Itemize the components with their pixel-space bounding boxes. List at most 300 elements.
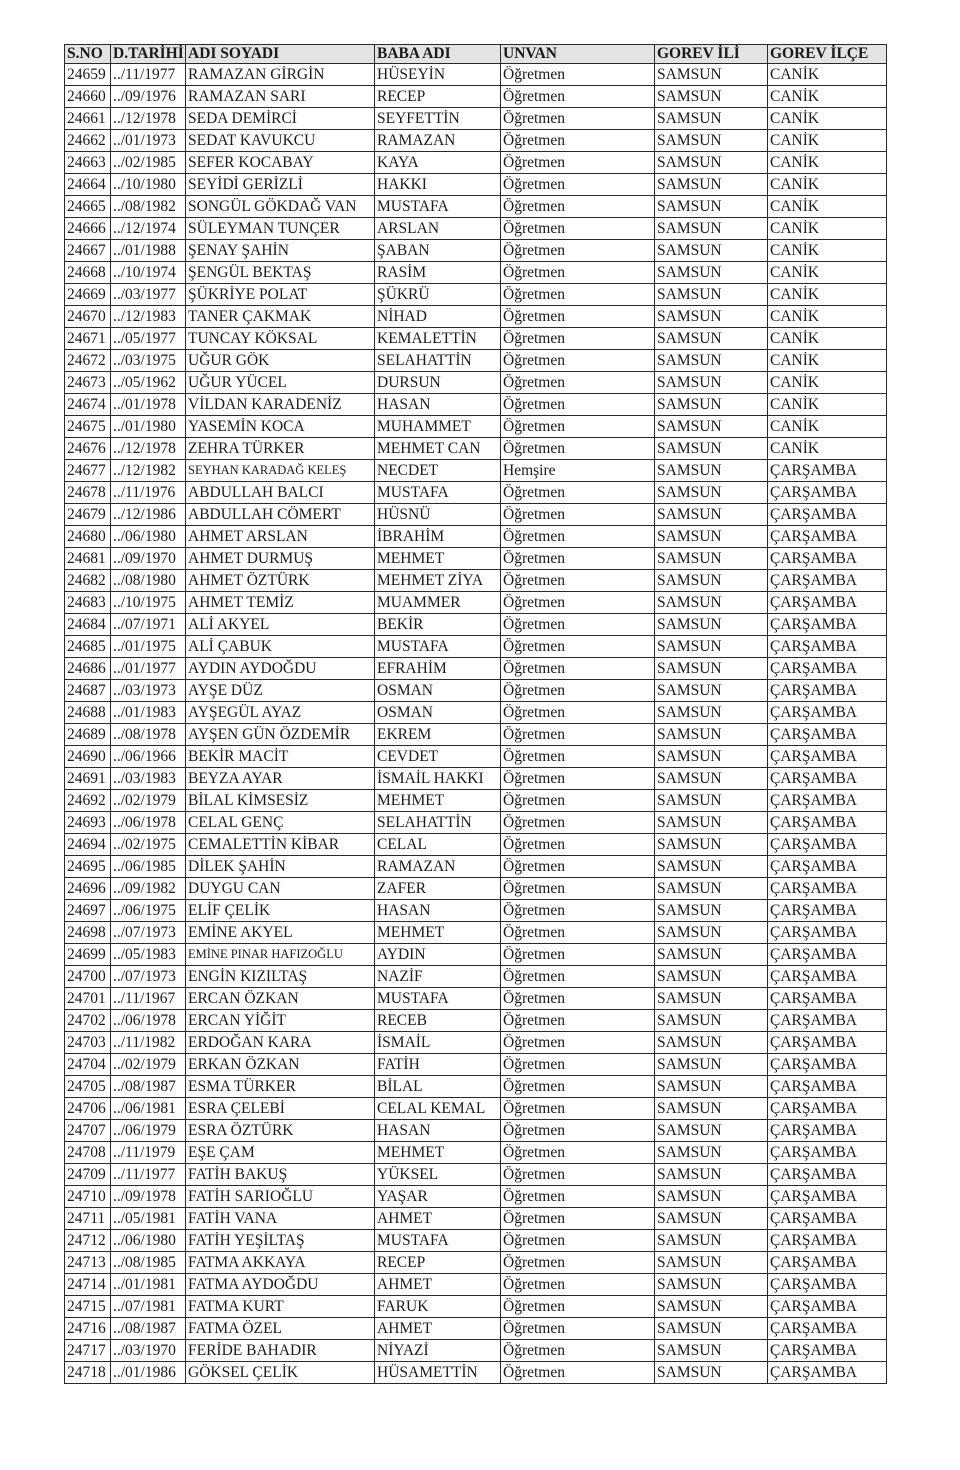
full-name-cell: RAMAZAN SARI — [186, 86, 375, 108]
title-cell: Öğretmen — [501, 856, 655, 878]
father-name-cell: HASAN — [375, 1120, 501, 1142]
title-cell: Öğretmen — [501, 262, 655, 284]
table-row — [65, 1032, 887, 1054]
father-name-cell: İBRAHİM — [375, 526, 501, 548]
full-name-cell: FATİH YEŞİLTAŞ — [186, 1230, 375, 1252]
father-name-cell: RECEP — [375, 1252, 501, 1274]
district-cell: ÇARŞAMBA — [768, 768, 887, 790]
full-name-cell: SONGÜL GÖKDAĞ VAN — [186, 196, 375, 218]
full-name-cell: ŞÜKRİYE POLAT — [186, 284, 375, 306]
title-cell: Öğretmen — [501, 1010, 655, 1032]
sno-cell: 24680 — [65, 526, 111, 548]
father-name-cell: İSMAİL HAKKI — [375, 768, 501, 790]
title-cell: Öğretmen — [501, 482, 655, 504]
table-row — [65, 922, 887, 944]
full-name-cell: ABDULLAH CÖMERT — [186, 504, 375, 526]
full-name-cell: EŞE ÇAM — [186, 1142, 375, 1164]
table-row — [65, 438, 887, 460]
birth-date-cell: ../11/1982 — [111, 1032, 186, 1054]
province-cell: SAMSUN — [655, 1120, 768, 1142]
sno-cell: 24701 — [65, 988, 111, 1010]
birth-date-cell: ../06/1975 — [111, 900, 186, 922]
district-cell: ÇARŞAMBA — [768, 636, 887, 658]
father-name-cell: EKREM — [375, 724, 501, 746]
full-name-cell: ŞENAY ŞAHİN — [186, 240, 375, 262]
title-cell: Öğretmen — [501, 438, 655, 460]
father-name-cell: MEHMET — [375, 1142, 501, 1164]
father-name-cell: MEHMET — [375, 548, 501, 570]
table-row — [65, 944, 887, 966]
district-cell: ÇARŞAMBA — [768, 1362, 887, 1384]
title-cell: Öğretmen — [501, 1252, 655, 1274]
father-name-cell: HÜSEYİN — [375, 64, 501, 86]
table-row — [65, 1208, 887, 1230]
title-cell: Öğretmen — [501, 350, 655, 372]
table-row — [65, 1164, 887, 1186]
title-cell: Öğretmen — [501, 526, 655, 548]
province-cell: SAMSUN — [655, 394, 768, 416]
district-cell: ÇARŞAMBA — [768, 1274, 887, 1296]
full-name-cell: EMİNE PINAR HAFIZOĞLU — [186, 944, 375, 966]
table-body — [65, 64, 887, 1384]
table-row — [65, 394, 887, 416]
birth-date-cell: ../08/1987 — [111, 1318, 186, 1340]
table-row — [65, 262, 887, 284]
district-cell: CANİK — [768, 64, 887, 86]
birth-date-cell: ../11/1976 — [111, 482, 186, 504]
province-cell: SAMSUN — [655, 570, 768, 592]
table-row — [65, 482, 887, 504]
birth-date-cell: ../06/1966 — [111, 746, 186, 768]
sno-cell: 24696 — [65, 878, 111, 900]
sno-cell: 24687 — [65, 680, 111, 702]
father-name-cell: HASAN — [375, 394, 501, 416]
sno-cell: 24692 — [65, 790, 111, 812]
father-name-cell: NİHAD — [375, 306, 501, 328]
province-cell: SAMSUN — [655, 988, 768, 1010]
province-cell: SAMSUN — [655, 1054, 768, 1076]
birth-date-cell: ../10/1975 — [111, 592, 186, 614]
sno-cell: 24664 — [65, 174, 111, 196]
province-cell: SAMSUN — [655, 1362, 768, 1384]
birth-date-cell: ../06/1981 — [111, 1098, 186, 1120]
sno-cell: 24688 — [65, 702, 111, 724]
title-cell: Öğretmen — [501, 1142, 655, 1164]
title-cell: Öğretmen — [501, 1318, 655, 1340]
father-name-cell: CELAL — [375, 834, 501, 856]
sno-cell: 24707 — [65, 1120, 111, 1142]
title-cell: Öğretmen — [501, 570, 655, 592]
birth-date-cell: ../05/1962 — [111, 372, 186, 394]
sno-cell: 24709 — [65, 1164, 111, 1186]
title-cell: Öğretmen — [501, 988, 655, 1010]
province-cell: SAMSUN — [655, 1032, 768, 1054]
full-name-cell: ENGİN KIZILTAŞ — [186, 966, 375, 988]
birth-date-cell: ../06/1978 — [111, 812, 186, 834]
province-cell: SAMSUN — [655, 1318, 768, 1340]
father-name-cell: RECEB — [375, 1010, 501, 1032]
full-name-cell: ERKAN ÖZKAN — [186, 1054, 375, 1076]
title-cell: Öğretmen — [501, 834, 655, 856]
sno-cell: 24659 — [65, 64, 111, 86]
province-cell: SAMSUN — [655, 966, 768, 988]
sno-cell: 24689 — [65, 724, 111, 746]
district-cell: CANİK — [768, 196, 887, 218]
sno-cell: 24716 — [65, 1318, 111, 1340]
header-full-name: ADI SOYADI — [186, 45, 375, 64]
full-name-cell: AYDIN AYDOĞDU — [186, 658, 375, 680]
birth-date-cell: ../12/1978 — [111, 108, 186, 130]
sno-cell: 24686 — [65, 658, 111, 680]
birth-date-cell: ../09/1978 — [111, 1186, 186, 1208]
father-name-cell: AHMET — [375, 1208, 501, 1230]
title-cell: Öğretmen — [501, 1076, 655, 1098]
sno-cell: 24663 — [65, 152, 111, 174]
sno-cell: 24665 — [65, 196, 111, 218]
full-name-cell: ESMA TÜRKER — [186, 1076, 375, 1098]
birth-date-cell: ../09/1976 — [111, 86, 186, 108]
full-name-cell: SEYHAN KARADAĞ KELEŞ — [186, 460, 375, 482]
table-row — [65, 1340, 887, 1362]
district-cell: ÇARŞAMBA — [768, 944, 887, 966]
table-row — [65, 306, 887, 328]
sno-cell: 24693 — [65, 812, 111, 834]
personnel-table — [64, 44, 887, 1384]
district-cell: CANİK — [768, 350, 887, 372]
sno-cell: 24690 — [65, 746, 111, 768]
birth-date-cell: ../02/1985 — [111, 152, 186, 174]
province-cell: SAMSUN — [655, 1274, 768, 1296]
table-row — [65, 1054, 887, 1076]
title-cell: Öğretmen — [501, 790, 655, 812]
title-cell: Öğretmen — [501, 64, 655, 86]
title-cell: Öğretmen — [501, 240, 655, 262]
full-name-cell: FATMA ÖZEL — [186, 1318, 375, 1340]
district-cell: CANİK — [768, 152, 887, 174]
birth-date-cell: ../03/1975 — [111, 350, 186, 372]
district-cell: ÇARŞAMBA — [768, 1142, 887, 1164]
table-row — [65, 548, 887, 570]
father-name-cell: MUAMMER — [375, 592, 501, 614]
father-name-cell: MEHMET CAN — [375, 438, 501, 460]
father-name-cell: FARUK — [375, 1296, 501, 1318]
full-name-cell: ERDOĞAN KARA — [186, 1032, 375, 1054]
district-cell: CANİK — [768, 372, 887, 394]
father-name-cell: MUSTAFA — [375, 482, 501, 504]
title-cell: Öğretmen — [501, 768, 655, 790]
full-name-cell: CELAL GENÇ — [186, 812, 375, 834]
birth-date-cell: ../01/1977 — [111, 658, 186, 680]
province-cell: SAMSUN — [655, 130, 768, 152]
full-name-cell: ŞENGÜL BEKTAŞ — [186, 262, 375, 284]
table-row — [65, 196, 887, 218]
province-cell: SAMSUN — [655, 1098, 768, 1120]
table-row — [65, 240, 887, 262]
province-cell: SAMSUN — [655, 328, 768, 350]
header-birth-date: D.TARİHİ — [111, 45, 186, 64]
table-row — [65, 790, 887, 812]
title-cell: Öğretmen — [501, 636, 655, 658]
sno-cell: 24702 — [65, 1010, 111, 1032]
sno-cell: 24705 — [65, 1076, 111, 1098]
province-cell: SAMSUN — [655, 372, 768, 394]
sno-cell: 24694 — [65, 834, 111, 856]
title-cell: Öğretmen — [501, 1208, 655, 1230]
province-cell: SAMSUN — [655, 504, 768, 526]
province-cell: SAMSUN — [655, 1340, 768, 1362]
father-name-cell: KEMALETTİN — [375, 328, 501, 350]
district-cell: ÇARŞAMBA — [768, 460, 887, 482]
district-cell: CANİK — [768, 130, 887, 152]
district-cell: ÇARŞAMBA — [768, 526, 887, 548]
table-row — [65, 1186, 887, 1208]
birth-date-cell: ../06/1978 — [111, 1010, 186, 1032]
title-cell: Öğretmen — [501, 1120, 655, 1142]
full-name-cell: BEYZA AYAR — [186, 768, 375, 790]
birth-date-cell: ../05/1981 — [111, 1208, 186, 1230]
district-cell: CANİK — [768, 416, 887, 438]
province-cell: SAMSUN — [655, 790, 768, 812]
sno-cell: 24712 — [65, 1230, 111, 1252]
sno-cell: 24715 — [65, 1296, 111, 1318]
sno-cell: 24683 — [65, 592, 111, 614]
province-cell: SAMSUN — [655, 262, 768, 284]
full-name-cell: ALİ AKYEL — [186, 614, 375, 636]
district-cell: ÇARŞAMBA — [768, 592, 887, 614]
table-row — [65, 1098, 887, 1120]
birth-date-cell: ../05/1977 — [111, 328, 186, 350]
full-name-cell: SEYİDİ GERİZLİ — [186, 174, 375, 196]
title-cell: Öğretmen — [501, 724, 655, 746]
province-cell: SAMSUN — [655, 1010, 768, 1032]
father-name-cell: DURSUN — [375, 372, 501, 394]
district-cell: ÇARŞAMBA — [768, 1318, 887, 1340]
province-cell: SAMSUN — [655, 108, 768, 130]
title-cell: Öğretmen — [501, 592, 655, 614]
birth-date-cell: ../07/1973 — [111, 966, 186, 988]
table-row — [65, 1230, 887, 1252]
province-cell: SAMSUN — [655, 284, 768, 306]
father-name-cell: ŞÜKRÜ — [375, 284, 501, 306]
sno-cell: 24675 — [65, 416, 111, 438]
full-name-cell: DUYGU CAN — [186, 878, 375, 900]
full-name-cell: DİLEK ŞAHİN — [186, 856, 375, 878]
district-cell: ÇARŞAMBA — [768, 746, 887, 768]
father-name-cell: HÜSNÜ — [375, 504, 501, 526]
birth-date-cell: ../01/1986 — [111, 1362, 186, 1384]
title-cell: Öğretmen — [501, 548, 655, 570]
sno-cell: 24669 — [65, 284, 111, 306]
table-row — [65, 1010, 887, 1032]
full-name-cell: AYŞEN GÜN ÖZDEMİR — [186, 724, 375, 746]
province-cell: SAMSUN — [655, 152, 768, 174]
title-cell: Öğretmen — [501, 394, 655, 416]
full-name-cell: SEDA DEMİRCİ — [186, 108, 375, 130]
father-name-cell: MEHMET — [375, 790, 501, 812]
province-cell: SAMSUN — [655, 614, 768, 636]
district-cell: ÇARŞAMBA — [768, 1296, 887, 1318]
full-name-cell: ERCAN YİĞİT — [186, 1010, 375, 1032]
full-name-cell: ZEHRA TÜRKER — [186, 438, 375, 460]
birth-date-cell: ../11/1977 — [111, 64, 186, 86]
father-name-cell: CELAL KEMAL — [375, 1098, 501, 1120]
title-cell: Öğretmen — [501, 174, 655, 196]
province-cell: SAMSUN — [655, 922, 768, 944]
table-row — [65, 592, 887, 614]
birth-date-cell: ../02/1979 — [111, 790, 186, 812]
province-cell: SAMSUN — [655, 592, 768, 614]
table-row — [65, 504, 887, 526]
table-row — [65, 966, 887, 988]
full-name-cell: ESRA ÖZTÜRK — [186, 1120, 375, 1142]
district-cell: ÇARŞAMBA — [768, 900, 887, 922]
province-cell: SAMSUN — [655, 1164, 768, 1186]
sno-cell: 24670 — [65, 306, 111, 328]
district-cell: ÇARŞAMBA — [768, 548, 887, 570]
full-name-cell: ELİF ÇELİK — [186, 900, 375, 922]
title-cell: Öğretmen — [501, 1186, 655, 1208]
table-row — [65, 812, 887, 834]
father-name-cell: ZAFER — [375, 878, 501, 900]
father-name-cell: AYDIN — [375, 944, 501, 966]
sno-cell: 24674 — [65, 394, 111, 416]
father-name-cell: HÜSAMETTİN — [375, 1362, 501, 1384]
province-cell: SAMSUN — [655, 86, 768, 108]
father-name-cell: YÜKSEL — [375, 1164, 501, 1186]
district-cell: ÇARŞAMBA — [768, 922, 887, 944]
father-name-cell: MUSTAFA — [375, 1230, 501, 1252]
title-cell: Öğretmen — [501, 1164, 655, 1186]
table-row — [65, 680, 887, 702]
father-name-cell: OSMAN — [375, 702, 501, 724]
birth-date-cell: ../01/1981 — [111, 1274, 186, 1296]
father-name-cell: SELAHATTİN — [375, 350, 501, 372]
sno-cell: 24718 — [65, 1362, 111, 1384]
full-name-cell: SÜLEYMAN TUNÇER — [186, 218, 375, 240]
title-cell: Öğretmen — [501, 372, 655, 394]
title-cell: Öğretmen — [501, 306, 655, 328]
sno-cell: 24679 — [65, 504, 111, 526]
birth-date-cell: ../09/1982 — [111, 878, 186, 900]
district-cell: ÇARŞAMBA — [768, 614, 887, 636]
district-cell: ÇARŞAMBA — [768, 988, 887, 1010]
header-title: UNVAN — [501, 45, 655, 64]
title-cell: Öğretmen — [501, 944, 655, 966]
title-cell: Öğretmen — [501, 1296, 655, 1318]
sno-cell: 24711 — [65, 1208, 111, 1230]
table-row — [65, 834, 887, 856]
birth-date-cell: ../06/1980 — [111, 1230, 186, 1252]
birth-date-cell: ../10/1980 — [111, 174, 186, 196]
province-cell: SAMSUN — [655, 702, 768, 724]
father-name-cell: MUHAMMET — [375, 416, 501, 438]
father-name-cell: FATİH — [375, 1054, 501, 1076]
district-cell: CANİK — [768, 284, 887, 306]
table-row — [65, 416, 887, 438]
birth-date-cell: ../11/1979 — [111, 1142, 186, 1164]
table-row — [65, 614, 887, 636]
title-cell: Öğretmen — [501, 196, 655, 218]
father-name-cell: NİYAZİ — [375, 1340, 501, 1362]
full-name-cell: SEDAT KAVUKCU — [186, 130, 375, 152]
province-cell: SAMSUN — [655, 636, 768, 658]
father-name-cell: MUSTAFA — [375, 636, 501, 658]
sno-cell: 24666 — [65, 218, 111, 240]
title-cell: Öğretmen — [501, 504, 655, 526]
table-row — [65, 64, 887, 86]
birth-date-cell: ../12/1983 — [111, 306, 186, 328]
sno-cell: 24710 — [65, 1186, 111, 1208]
birth-date-cell: ../08/1978 — [111, 724, 186, 746]
province-cell: SAMSUN — [655, 526, 768, 548]
sno-cell: 24700 — [65, 966, 111, 988]
table-row — [65, 1362, 887, 1384]
district-cell: ÇARŞAMBA — [768, 1252, 887, 1274]
province-cell: SAMSUN — [655, 240, 768, 262]
district-cell: CANİK — [768, 394, 887, 416]
title-cell: Öğretmen — [501, 1098, 655, 1120]
sno-cell: 24676 — [65, 438, 111, 460]
title-cell: Öğretmen — [501, 922, 655, 944]
title-cell: Öğretmen — [501, 328, 655, 350]
province-cell: SAMSUN — [655, 834, 768, 856]
father-name-cell: NAZİF — [375, 966, 501, 988]
full-name-cell: EMİNE AKYEL — [186, 922, 375, 944]
sno-cell: 24714 — [65, 1274, 111, 1296]
district-cell: ÇARŞAMBA — [768, 1032, 887, 1054]
sno-cell: 24681 — [65, 548, 111, 570]
sno-cell: 24699 — [65, 944, 111, 966]
full-name-cell: AYŞEGÜL AYAZ — [186, 702, 375, 724]
full-name-cell: FATİH SARIOĞLU — [186, 1186, 375, 1208]
district-cell: ÇARŞAMBA — [768, 1340, 887, 1362]
title-cell: Öğretmen — [501, 702, 655, 724]
full-name-cell: GÖKSEL ÇELİK — [186, 1362, 375, 1384]
district-cell: ÇARŞAMBA — [768, 812, 887, 834]
sno-cell: 24708 — [65, 1142, 111, 1164]
birth-date-cell: ../03/1977 — [111, 284, 186, 306]
birth-date-cell: ../01/1978 — [111, 394, 186, 416]
table-row — [65, 86, 887, 108]
father-name-cell: OSMAN — [375, 680, 501, 702]
father-name-cell: SEYFETTİN — [375, 108, 501, 130]
title-cell: Öğretmen — [501, 966, 655, 988]
district-cell: CANİK — [768, 86, 887, 108]
title-cell: Öğretmen — [501, 614, 655, 636]
province-cell: SAMSUN — [655, 482, 768, 504]
province-cell: SAMSUN — [655, 306, 768, 328]
father-name-cell: RAMAZAN — [375, 856, 501, 878]
title-cell: Öğretmen — [501, 900, 655, 922]
father-name-cell: CEVDET — [375, 746, 501, 768]
father-name-cell: MEHMET ZİYA — [375, 570, 501, 592]
table-row — [65, 284, 887, 306]
title-cell: Öğretmen — [501, 108, 655, 130]
table-row — [65, 1296, 887, 1318]
district-cell: ÇARŞAMBA — [768, 790, 887, 812]
district-cell: CANİK — [768, 328, 887, 350]
full-name-cell: BİLAL KİMSESİZ — [186, 790, 375, 812]
district-cell: ÇARŞAMBA — [768, 504, 887, 526]
birth-date-cell: ../11/1977 — [111, 1164, 186, 1186]
province-cell: SAMSUN — [655, 174, 768, 196]
province-cell: SAMSUN — [655, 548, 768, 570]
table-row — [65, 152, 887, 174]
province-cell: SAMSUN — [655, 768, 768, 790]
district-cell: ÇARŞAMBA — [768, 1054, 887, 1076]
father-name-cell: BİLAL — [375, 1076, 501, 1098]
table-row — [65, 900, 887, 922]
